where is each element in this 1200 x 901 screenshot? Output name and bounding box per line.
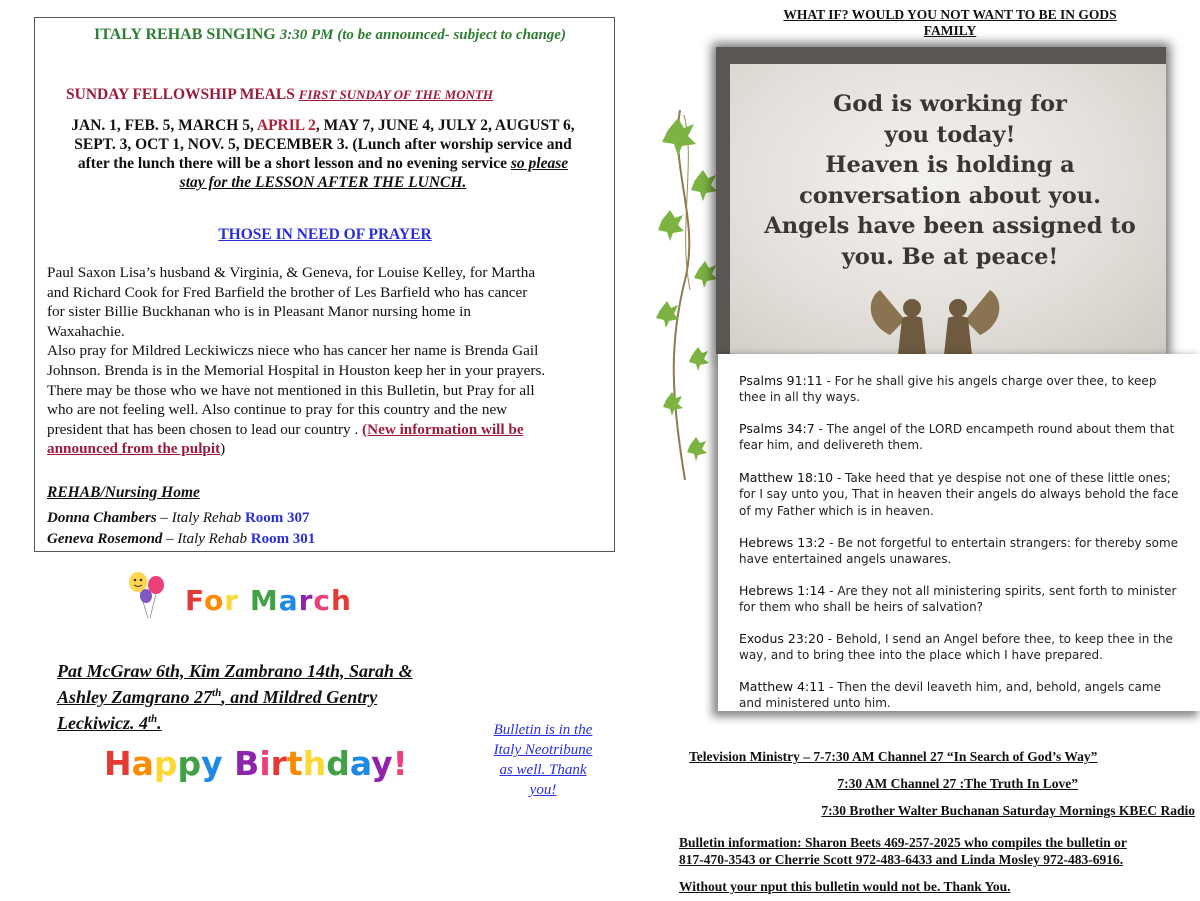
tv-ministry-line: 7:30 AM Channel 27 :The Truth In Love” xyxy=(837,776,1078,791)
rehab-heading: REHAB/Nursing Home xyxy=(47,484,200,501)
tv-ministry-line: Television Ministry – 7-7:30 AM Channel 27 “In Search of God’s Way” xyxy=(689,749,1098,764)
italy-rehab-heading: ITALY REHAB SINGING 3:30 PM (to be announced- subject to change) xyxy=(94,26,566,43)
verse: Exodus 23:20 - Behold, I send an Angel before thee, to keep thee in the way, and to bring thee into the place which I have prepared. xyxy=(739,631,1173,663)
fellowship-meals-heading: SUNDAY FELLOWSHIP MEALS FIRST SUNDAY OF THE MONTH xyxy=(66,86,494,103)
first-sunday-note: FIRST SUNDAY OF THE MONTH xyxy=(298,87,494,102)
for-march-heading: For March xyxy=(185,584,352,617)
bulletin-info-line: Bulletin information: Sharon Beets 469-257-2025 who compiles the bulletin or xyxy=(679,835,1127,850)
verse: Psalms 34:7 - The angel of the LORD encampeth round about them that fear him, and delivereth them. xyxy=(739,421,1175,453)
italy-rehab-time: 3:30 PM (to be announced- subject to change) xyxy=(279,27,566,43)
new-info-note: (New information will be xyxy=(362,420,524,438)
meal-dates: JAN. 1, FEB. 5, MARCH 5, APRIL 2, MAY 7, JUNE 4, JULY 2, AUGUST 6, SEPT. 3, OCT 1, NOV. 5, DECEMBER 3. (Lunch after worship service and after the lunch there will be a short lesson and no evening service so please stay for the LESSON AFTER THE LUNCH. xyxy=(71,117,575,191)
verse: Hebrews 1:14 - Are they not all ministering spirits, sent forth to minister for them who shall be heirs of salvation? xyxy=(739,583,1177,615)
verse: Matthew 4:11 - Then the devil leaveth him, and, behold, angels came and ministered unto him. xyxy=(739,679,1161,711)
rehab-entry: Donna Chambers – Italy Rehab Room 307 xyxy=(47,510,310,526)
prayer-heading: THOSE IN NEED OF PRAYER xyxy=(218,226,432,243)
inspiration-quote: God is working for you today! Heaven is holding a conversation about you. Angels have been assigned to you. Be at peace! xyxy=(764,91,1136,270)
praying-angels-image xyxy=(860,280,1010,355)
rehab-entry: Geneva Rosemond – Italy Rehab Room 301 xyxy=(47,531,316,547)
bulletin-info-line: 817-470-3543 or Cherrie Scott 972-483-6433 and Linda Mosley 972-483-6916. xyxy=(679,852,1124,867)
verse: Hebrews 13:2 - Be not forgetful to entertain strangers: for thereby some have entertained angels unawares. xyxy=(739,535,1179,567)
birthday-list: Pat McGraw 6th, Kim Zambrano 14th, Sarah & Ashley Zamgrano 27th, and Mildred Gentry Leckiwicz. 4th. xyxy=(57,661,413,733)
happy-birthday-heading: Happy Birthday! xyxy=(104,744,408,783)
balloons-icon xyxy=(122,570,182,620)
prayer-list: Paul Saxon Lisa’s husband & Virginia, & Geneva, for Louise Kelley, for Martha and Richard Cook for Fred Barfield the brother of Les Barfield who has cancer for sister Billie Buckhanan who is in Pleasant Manor nursing home in Waxahachie. Also pray for Mildred Leckiwiczs niece who has cancer her name is Brenda Gail Johnson. Brenda is in the Memorial Hospital in Houston keep her in your prayers. There may be those who we have not mentioned in this Bulletin, but Pray for all who are not feeling well. Also continue to pray for this country and the new president that has been chosen to lead our country . (New information will be announced from the pulpit) xyxy=(47,264,546,458)
bulletin-note-link[interactable]: Bulletin is in the Italy Neotribune as well. Thank you! xyxy=(493,722,593,798)
verse: Matthew 18:10 - Take heed that ye despise not one of these little ones; for I say unto you, That in heaven their angels do always behold the face of my Father which is in heaven. xyxy=(739,470,1179,518)
verse: Psalms 91:11 - For he shall give his angels charge over thee, to keep thee in all thy ways. xyxy=(739,373,1157,405)
bulletin-thanks: Without your nput this bulletin would not be. Thank You. xyxy=(679,879,1011,894)
radio-ministry-line: 7:30 Brother Walter Buchanan Saturday Mornings KBEC Radio xyxy=(821,803,1195,818)
what-if-heading: WHAT IF? WOULD YOU NOT WANT TO BE IN GODS FAMILY xyxy=(783,7,1117,38)
